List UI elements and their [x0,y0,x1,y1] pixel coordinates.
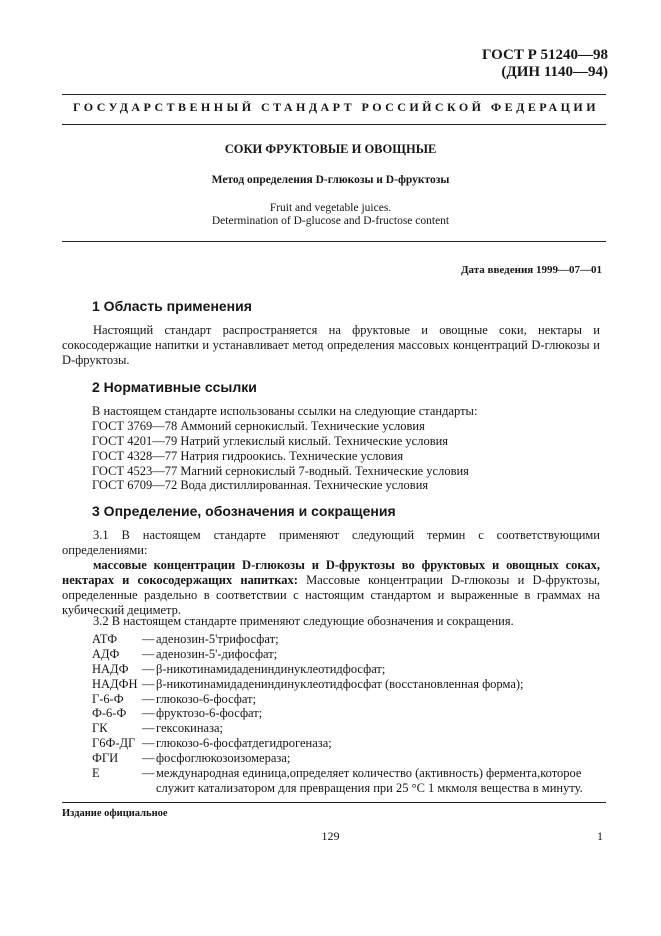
abbreviation-key: Г-6-Ф [92,691,124,706]
abbreviation-value: гексокиназа; [156,721,224,736]
clause-3-1: 3.1 В настоящем стандарте применяют следующий термин с соответствующими определениями: [62,528,600,557]
abbreviation-row: НАДФН — β-никотинамидадениндинуклеотидфосфат (восстановленная форма); [92,677,602,692]
abbreviation-row: ФГИ — фосфоглюкозоизомераза; [92,751,602,766]
english-title-line-1: Fruit and vegetable juices. [269,202,392,214]
document-title: СОКИ ФРУКТОВЫЕ И ОВОЩНЫЕ [224,142,437,156]
english-title [0,202,661,228]
abbreviation-value: β-никотинамидадениндинуклеотидфосфат; [156,661,386,676]
clause-3-2: 3.2 В настоящем стандарте применяют следующие обозначения и сокращения. [93,614,514,628]
abbreviation-key: АДФ [92,646,120,661]
reference-item: ГОСТ 3769—78 Аммоний сернокислый. Технические условия [92,418,425,433]
document-subtitle: Метод определения D-глюкозы и D-фруктозы [211,174,450,186]
standard-code [482,47,608,81]
abbreviation-key: НАДФН [92,676,138,691]
gost-number: ГОСТ Р 51240—98 [481,47,608,63]
references-intro: В настоящем стандарте использованы ссылки на следующие стандарты: [92,404,478,418]
reference-item: ГОСТ 4328—77 Натрия гидроокись. Технические условия [92,448,404,463]
reference-item: ГОСТ 4523—77 Магний сернокислый 7-водный. Технические условия [92,463,469,478]
abbreviation-key: АТФ [92,632,118,646]
abbreviation-value: аденозин-5'трифосфат; [156,632,279,646]
top-rule-lower [62,124,606,125]
english-title-line-2: Determination of D-glucose and D-fructose content [211,215,450,228]
abbreviation-row: Г-6-Ф — глюкозо-6-фосфат; [92,692,602,707]
abbreviation-row: Е — международная единица,определяет количество (активность) фермента,которое служит катализатором для превращения при 25 °С 1 мкмоля вещества в минуту. [92,766,602,796]
abbreviation-row: Г6Ф-ДГ — глюкозо-6-фосфатдегидрогеназа; [92,736,602,751]
abbreviation-row: АТФ — аденозин-5'трифосфат; [92,632,602,647]
abbreviation-value: β-никотинамидадениндинуклеотидфосфат (восстановленная форма); [156,676,524,691]
section-1-text: Настоящий стандарт распространяется на фруктовые и овощные соки, нектары и сокосодержащие напитки и устанавливает метод определения массовых концентраций D-глюкозы и D-фруктозы. [62,323,600,367]
abbreviation-key: Ф-6-Ф [92,706,127,721]
abbreviation-value: фосфоглюкозоизомераза; [156,751,291,765]
abbreviation-key: Е [92,765,100,780]
section-3-heading: 3 Определение, обозначения и сокращения [92,503,396,519]
term-definition-text: Массовые концентрации D-глюкозы и D-фруктозы, определенные раздельно в соответствии с настоящим стандартом и выраженные в граммах на кубический дециметр. [62,572,600,617]
abbreviation-value: аденозин-5'-дифосфат; [156,646,278,661]
abbreviation-key: ГК [92,721,108,736]
abbreviation-value: международная единица,определяет количество (активность) фермента,которое служит катализатором для превращения при 25 °С 1 мкмоля вещества в минуту. [156,765,583,795]
official-edition-label: Издание официальное [62,808,168,819]
page-index: 1 [597,829,603,843]
footer-rule [62,802,606,803]
din-number: (ДИН 1140—94) [501,63,608,80]
reference-item: ГОСТ 4201—79 Натрий углекислый кислый. Технические условия [92,433,449,448]
top-rule-upper [62,94,606,95]
abbreviation-value: фруктозо-6-фосфат; [156,706,263,721]
abbreviation-value: глюкозо-6-фосфатдегидрогеназа; [156,736,332,751]
abbreviation-row: АДФ — аденозин-5'-дифосфат; [92,647,602,662]
abbreviation-row: ГК — гексокиназа; [92,721,602,736]
abbreviations-list [92,632,602,796]
abbreviation-value: глюкозо-6-фосфат; [156,691,257,706]
abbreviation-key: Г6Ф-ДГ [92,736,136,751]
references-list [92,404,477,493]
abbreviation-key: ФГИ [92,751,119,765]
term-definition [62,558,600,618]
section-2-heading: 2 Нормативные ссылки [92,379,257,395]
abbreviation-row: НАДФ — β-никотинамидадениндинуклеотидфосфат; [92,662,602,677]
abbreviation-key: НАДФ [92,661,129,676]
reference-item: ГОСТ 6709—72 Вода дистиллированная. Технические условия [92,478,429,493]
term-name: массовые концентрации D-глюкозы и D-фруктозы во фруктовых и овощных соках, нектарах и сокосодержащих напитках: [62,558,600,587]
title-rule [62,241,606,242]
page-number: 129 [321,829,340,843]
introduction-date: Дата введения 1999—07—01 [460,264,602,276]
abbreviation-row: Ф-6-Ф — фруктозо-6-фосфат; [92,706,602,721]
state-standard-banner: ГОСУДАРСТВЕННЫЙ СТАНДАРТ РОССИЙСКОЙ ФЕДЕРАЦИИ [72,100,599,114]
section-1-heading: 1 Область применения [92,298,252,314]
